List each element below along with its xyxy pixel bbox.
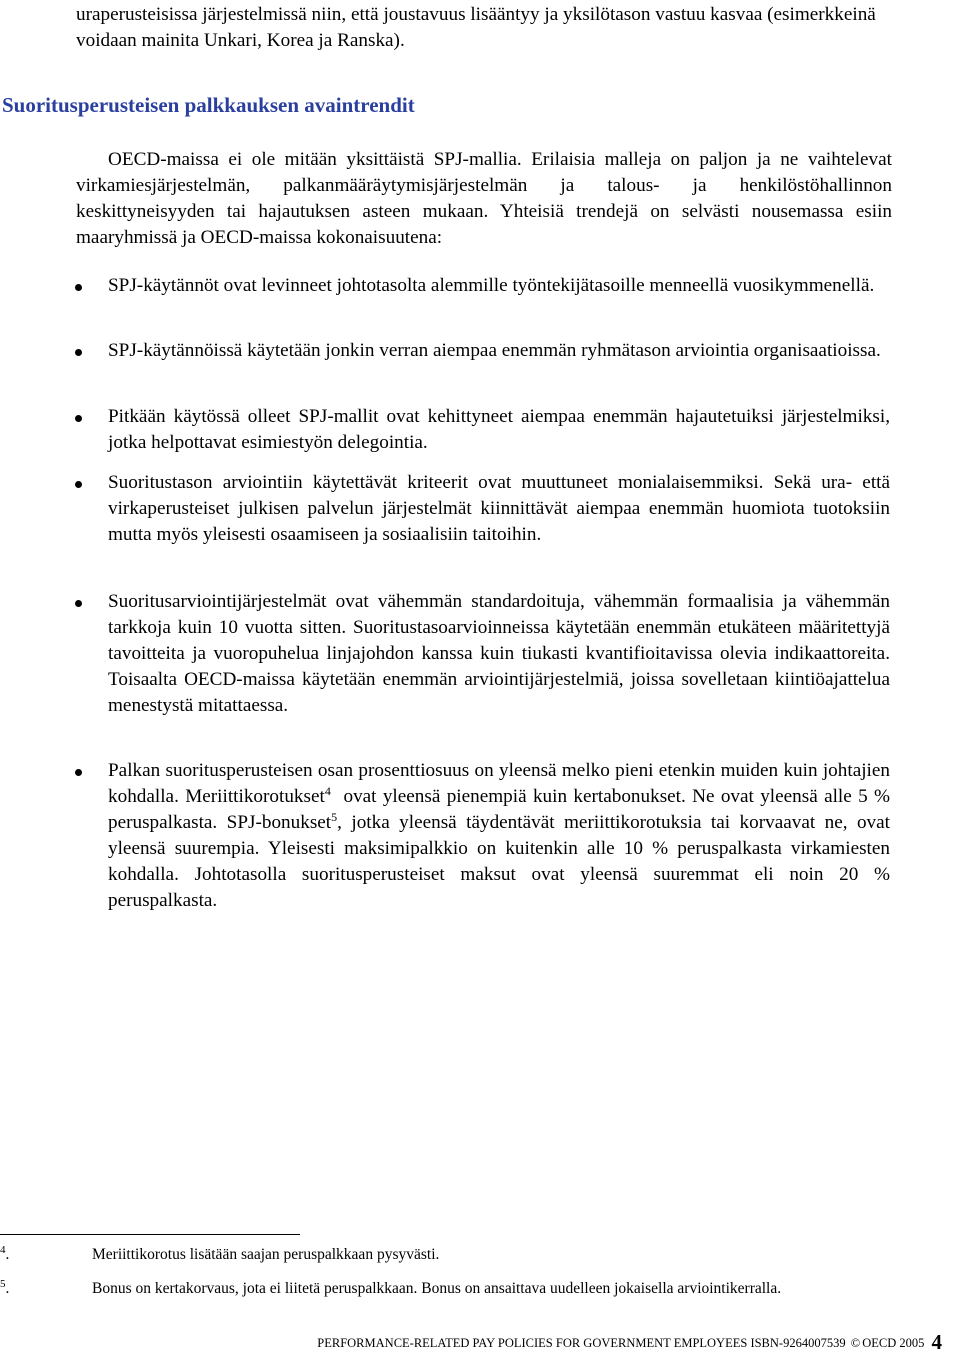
footnote-number: 4 <box>0 1244 6 1256</box>
footnote-text: Bonus on kertakorvaus, jota ei liitetä peruspalkkaan. Bonus on ansaittava uudelleen jokaisella arviointikerralla. <box>92 1280 782 1297</box>
list-item <box>108 404 890 456</box>
footnote-text: Meriittikorotus lisätään saajan peruspalkkaan pysyvästi. <box>92 1246 440 1263</box>
section-heading: Suoritusperusteisen palkkauksen avaintrendit <box>2 93 415 117</box>
footnote-divider <box>0 1234 300 1235</box>
list-item-text: Suoritustason arviointiin käytettävät kriteerit ovat muuttuneet monialaisemmiksi. Sekä ura- että virkaperusteiset julkisen palvelun järjestelmät kiinnittävät aiempaa enemmän huomiota tuotoksiin mutta myös yleisesti osaamiseen ja sosiaalisiin taitoihin. <box>108 472 890 545</box>
footnote-marker <box>0 1280 20 1298</box>
bullet-icon <box>75 415 82 422</box>
list-item-text: SPJ-käytännöt ovat levinneet johtotasolta alemmille työntekijätasoille menneellä vuosikymmenellä. <box>108 275 875 296</box>
bullet-icon <box>75 600 82 607</box>
bullet-icon <box>75 481 82 488</box>
list-item <box>108 470 890 548</box>
list-item-text: Suoritusarviointijärjestelmät ovat vähemmän standardoituja, vähemmän formaalisia ja vähemmän tarkkoja kuin 10 vuotta sitten. Suoritustasoarvioinneissa käytetään enemmän etukäteen määritettyjä tavoitteita ja vuoropuhelua linjajohdon kanssa kuin tiukasti kvantifioitavissa olevia indikaattoreita. Toisaalta OECD-maissa käytetään enemmän arviointijärjestelmiä, joissa sovelletaan kiintiöajattelua menestystä mitattaessa. <box>108 591 890 716</box>
bullet-icon <box>75 284 82 291</box>
continued-paragraph: uraperusteisissa järjestelmissä niin, että joustavuus lisääntyy ja yksilötason vastuu kasvaa (esimerkkeinä voidaan mainita Unkari, Korea ja Ranska). <box>76 4 876 51</box>
footer-title: PERFORMANCE-RELATED PAY POLICIES FOR GOVERNMENT EMPLOYEES <box>317 1336 748 1350</box>
footnote-ref-5[interactable]: 5 <box>331 810 338 824</box>
list-item <box>108 273 890 299</box>
footnote-suffix: . <box>5 1246 10 1263</box>
intro-paragraph: OECD-maissa ei ole mitään yksittäistä SPJ-mallia. Erilaisia malleja on paljon ja ne vaihtelevat virkamiesjärjestelmän, palkanmääräytymisjärjestelmän ja talous- ja henkilöstöhallinnon keskittyneisyyden tai hajautuksen asteen mukaan. Yhteisiä trendejä on selvästi nousemassa esiin maaryhmissä ja OECD-maissa kokonaisuutena: <box>76 149 892 248</box>
page-number: 4 <box>931 1330 942 1354</box>
list-item <box>108 758 895 914</box>
list-item <box>108 338 890 364</box>
footer-publisher: OECD 2005 <box>862 1336 925 1350</box>
list-item-text: SPJ-käytännöissä käytetään jonkin verran aiempaa enemmän ryhmätason arviointia organisaatioissa. <box>108 340 881 361</box>
footnote-number: 5 <box>0 1278 6 1290</box>
footnote-ref-4[interactable]: 4 <box>324 784 331 798</box>
copyright-icon: © <box>850 1336 861 1350</box>
footer-isbn: ISBN-9264007539 <box>750 1336 846 1350</box>
page-footer <box>317 1330 942 1354</box>
list-item-text-part3: , jotka yleensä täydentävät meriittikorotuksia tai korvaavat ne, ovat yleensä suurempia. Yleisesti maksimipalkkio on kuitenkin alle 10 % peruspalkasta virkamiesten kohdalla. Johtotasolla suoritusperusteiset maksut ovat yleensä suuremmat eli noin 20 % peruspalkasta. <box>108 812 890 911</box>
bullet-icon <box>75 349 82 356</box>
list-item-text: Pitkään käytössä olleet SPJ-mallit ovat kehittyneet aiempaa enemmän hajautetuiksi järjestelmiksi, jotka helpottavat esimiestyön delegointia. <box>108 406 890 453</box>
list-item-text-part1: Palkan suoritusperusteisen osan prosenttiosuus on yleensä melko pieni etenkin muiden kuin johtajien kohdalla. Meriittikorotukset <box>108 760 890 807</box>
footnote-marker <box>0 1246 20 1264</box>
footnote-suffix: . <box>5 1280 10 1297</box>
bullet-icon <box>75 769 82 776</box>
list-item <box>108 589 890 719</box>
list-item-text-part2: ovat yleensä pienempiä kuin kertabonukset. Ne ovat yleensä alle 5 % peruspalkasta. SPJ-bonukset <box>108 786 895 833</box>
